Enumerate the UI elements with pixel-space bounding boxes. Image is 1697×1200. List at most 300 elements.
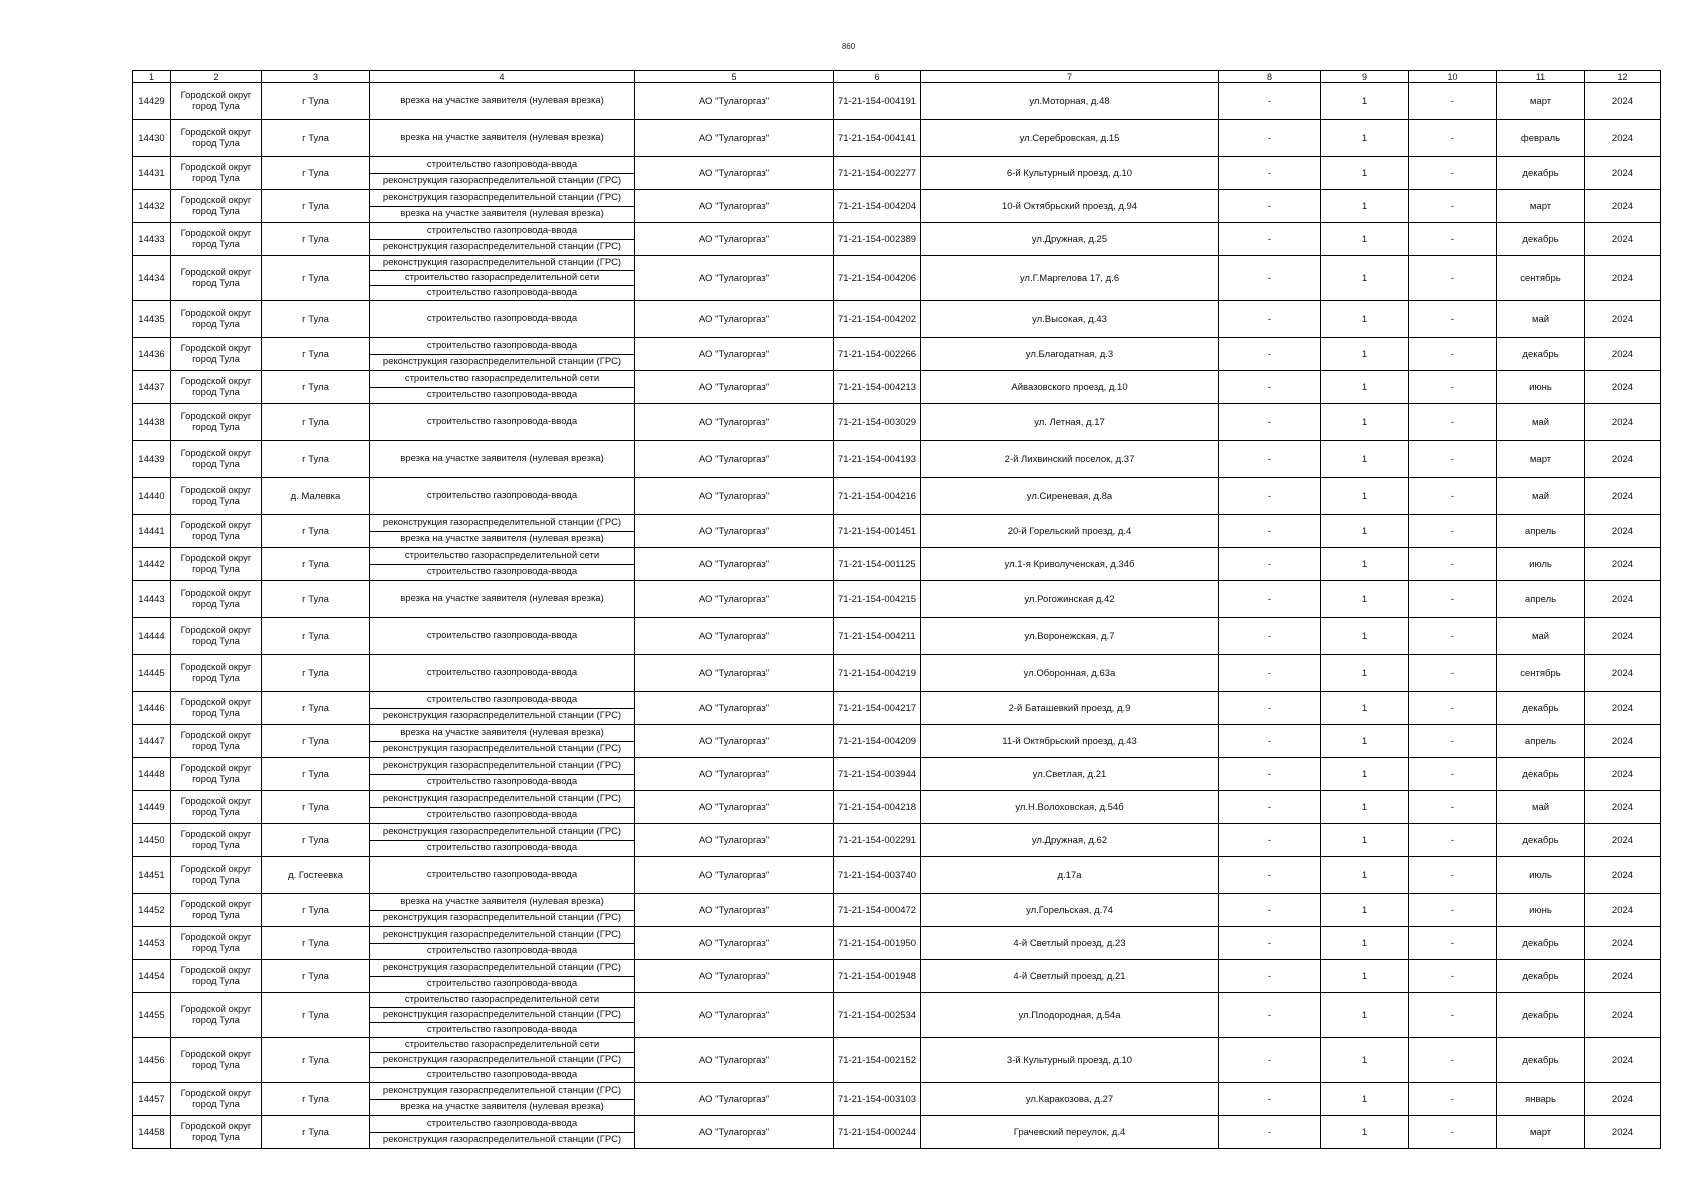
year-cell: 2024 bbox=[1585, 824, 1661, 857]
column-8-cell: - bbox=[1219, 692, 1321, 725]
column-10-cell: - bbox=[1409, 692, 1497, 725]
column-10-cell: - bbox=[1409, 120, 1497, 157]
works-cell bbox=[370, 404, 635, 441]
address-cell: д.17а bbox=[921, 857, 1219, 894]
address-cell: ул.Горельская, д.74 bbox=[921, 894, 1219, 927]
column-10-cell: - bbox=[1409, 655, 1497, 692]
object-code-cell: 71-21-154-003740 bbox=[834, 857, 921, 894]
work-type-line: реконструкция газораспределительной станции (ГРС) bbox=[370, 741, 634, 758]
municipality-cell bbox=[171, 581, 262, 618]
address-cell: Айвазовского проезд, д.10 bbox=[921, 371, 1219, 404]
work-type-line: врезка на участке заявителя (нулевая врезка) bbox=[400, 132, 604, 143]
column-10-cell: - bbox=[1409, 157, 1497, 190]
year-cell: 2024 bbox=[1585, 1083, 1661, 1116]
month-cell: май bbox=[1497, 404, 1585, 441]
municipality-cell bbox=[171, 83, 262, 120]
municipality-text: Городской округ город Тула bbox=[180, 228, 252, 250]
object-number-cell: 14453 bbox=[133, 927, 171, 960]
work-type-line: врезка на участке заявителя (нулевая врезка) bbox=[400, 895, 604, 907]
object-number-cell: 14429 bbox=[133, 83, 171, 120]
organization-cell: АО "Тулагоргаз" bbox=[635, 371, 834, 404]
work-type-line: строительство газопровода-ввода bbox=[370, 840, 634, 857]
year-cell: 2024 bbox=[1585, 190, 1661, 223]
month-cell: декабрь bbox=[1497, 993, 1585, 1038]
works-list bbox=[370, 960, 634, 992]
column-8-cell: - bbox=[1219, 1083, 1321, 1116]
column-header: 2 bbox=[171, 71, 262, 83]
table-row bbox=[133, 83, 1661, 120]
works-cell bbox=[370, 190, 635, 223]
object-number-cell: 14455 bbox=[133, 993, 171, 1038]
municipality-text: Городской округ город Тула bbox=[180, 1049, 252, 1071]
table-row bbox=[133, 857, 1661, 894]
column-header: 4 bbox=[370, 71, 635, 83]
month-cell: апрель bbox=[1497, 515, 1585, 548]
year-cell: 2024 bbox=[1585, 120, 1661, 157]
column-header: 11 bbox=[1497, 71, 1585, 83]
column-8-cell: - bbox=[1219, 1038, 1321, 1083]
organization-cell: АО "Тулагоргаз" bbox=[635, 190, 834, 223]
municipality-cell bbox=[171, 190, 262, 223]
municipality-cell bbox=[171, 1116, 262, 1149]
object-number-cell: 14445 bbox=[133, 655, 171, 692]
locality-cell: д. Гостеевка bbox=[262, 857, 370, 894]
column-10-cell: - bbox=[1409, 1083, 1497, 1116]
organization-cell: АО "Тулагоргаз" bbox=[635, 441, 834, 478]
column-8-cell: - bbox=[1219, 515, 1321, 548]
month-cell: декабрь bbox=[1497, 824, 1585, 857]
month-cell: декабрь bbox=[1497, 157, 1585, 190]
object-number-cell: 14430 bbox=[133, 120, 171, 157]
object-code-cell: 71-21-154-003029 bbox=[834, 404, 921, 441]
year-cell: 2024 bbox=[1585, 441, 1661, 478]
address-cell: ул.Дружная, д.25 bbox=[921, 223, 1219, 256]
locality-cell: г Тула bbox=[262, 725, 370, 758]
municipality-text: Городской округ город Тула bbox=[180, 448, 252, 470]
municipality-cell bbox=[171, 758, 262, 791]
work-type-line: строительство газопровода-ввода bbox=[370, 943, 634, 960]
column-8-cell: - bbox=[1219, 120, 1321, 157]
object-code-cell: 71-21-154-004215 bbox=[834, 581, 921, 618]
organization-cell: АО "Тулагоргаз" bbox=[635, 824, 834, 857]
municipality-text: Городской округ город Тула bbox=[180, 127, 252, 149]
column-8-cell: - bbox=[1219, 960, 1321, 993]
municipality-cell bbox=[171, 157, 262, 190]
month-cell: апрель bbox=[1497, 725, 1585, 758]
table-row bbox=[133, 256, 1661, 301]
object-code-cell: 71-21-154-002266 bbox=[834, 338, 921, 371]
work-type-line: строительство газопровода-ввода bbox=[426, 693, 578, 705]
column-8-cell: - bbox=[1219, 548, 1321, 581]
works-list bbox=[370, 83, 634, 119]
locality-cell: д. Малевка bbox=[262, 478, 370, 515]
column-9-cell: 1 bbox=[1321, 1083, 1409, 1116]
locality-cell: г Тула bbox=[262, 548, 370, 581]
column-10-cell: - bbox=[1409, 338, 1497, 371]
column-8-cell: - bbox=[1219, 83, 1321, 120]
column-10-cell: - bbox=[1409, 960, 1497, 993]
year-cell: 2024 bbox=[1585, 157, 1661, 190]
address-cell: ул.Г.Маргелова 17, д.6 bbox=[921, 256, 1219, 301]
work-type-line: реконструкция газораспределительной станции (ГРС) bbox=[382, 191, 622, 203]
column-10-cell: - bbox=[1409, 758, 1497, 791]
month-cell: апрель bbox=[1497, 581, 1585, 618]
month-cell: декабрь bbox=[1497, 692, 1585, 725]
organization-cell: АО "Тулагоргаз" bbox=[635, 404, 834, 441]
locality-cell: г Тула bbox=[262, 655, 370, 692]
object-code-cell: 71-21-154-003103 bbox=[834, 1083, 921, 1116]
work-type-line: строительство газопровода-ввода bbox=[426, 224, 578, 236]
works-cell bbox=[370, 927, 635, 960]
object-number-cell: 14436 bbox=[133, 338, 171, 371]
column-10-cell: - bbox=[1409, 894, 1497, 927]
column-8-cell: - bbox=[1219, 758, 1321, 791]
month-cell: декабрь bbox=[1497, 960, 1585, 993]
locality-cell: г Тула bbox=[262, 190, 370, 223]
works-cell bbox=[370, 993, 635, 1038]
works-cell bbox=[370, 83, 635, 120]
object-number-cell: 14446 bbox=[133, 692, 171, 725]
works-cell bbox=[370, 758, 635, 791]
municipality-cell bbox=[171, 791, 262, 824]
month-cell: март bbox=[1497, 1116, 1585, 1149]
work-type-line: врезка на участке заявителя (нулевая врезка) bbox=[400, 593, 604, 604]
municipality-text: Городской округ город Тула bbox=[180, 520, 252, 542]
municipality-cell bbox=[171, 478, 262, 515]
municipality-text: Городской округ город Тула bbox=[180, 1004, 252, 1026]
works-list bbox=[370, 1116, 634, 1148]
address-cell: 3-й Культурный проезд, д.10 bbox=[921, 1038, 1219, 1083]
work-type-line: врезка на участке заявителя (нулевая врезка) bbox=[370, 1099, 634, 1116]
table-row bbox=[133, 993, 1661, 1038]
table-row bbox=[133, 927, 1661, 960]
object-code-cell: 71-21-154-004211 bbox=[834, 618, 921, 655]
work-type-line: строительство газопровода-ввода bbox=[370, 807, 634, 824]
year-cell: 2024 bbox=[1585, 725, 1661, 758]
work-type-line: строительство газопровода-ввода bbox=[370, 564, 634, 581]
organization-cell: АО "Тулагоргаз" bbox=[635, 960, 834, 993]
municipality-cell bbox=[171, 223, 262, 256]
object-number-cell: 14441 bbox=[133, 515, 171, 548]
municipality-cell bbox=[171, 993, 262, 1038]
works-list bbox=[370, 1083, 634, 1115]
month-cell: сентябрь bbox=[1497, 256, 1585, 301]
municipality-cell bbox=[171, 1038, 262, 1083]
works-cell bbox=[370, 120, 635, 157]
month-cell: декабрь bbox=[1497, 338, 1585, 371]
column-8-cell: - bbox=[1219, 927, 1321, 960]
works-list bbox=[370, 301, 634, 337]
year-cell: 2024 bbox=[1585, 256, 1661, 301]
works-cell bbox=[370, 655, 635, 692]
work-type-line: строительство газопровода-ввода bbox=[426, 416, 578, 427]
locality-cell: г Тула bbox=[262, 441, 370, 478]
column-10-cell: - bbox=[1409, 301, 1497, 338]
year-cell: 2024 bbox=[1585, 581, 1661, 618]
object-number-cell: 14435 bbox=[133, 301, 171, 338]
year-cell: 2024 bbox=[1585, 791, 1661, 824]
column-9-cell: 1 bbox=[1321, 301, 1409, 338]
year-cell: 2024 bbox=[1585, 83, 1661, 120]
table-row bbox=[133, 960, 1661, 993]
object-number-cell: 14438 bbox=[133, 404, 171, 441]
object-code-cell: 71-21-154-004219 bbox=[834, 655, 921, 692]
table-row bbox=[133, 791, 1661, 824]
work-type-line: реконструкция газораспределительной станции (ГРС) bbox=[370, 1132, 634, 1149]
address-cell: ул.Моторная, д.48 bbox=[921, 83, 1219, 120]
object-code-cell: 71-21-154-002277 bbox=[834, 157, 921, 190]
locality-cell: г Тула bbox=[262, 120, 370, 157]
year-cell: 2024 bbox=[1585, 894, 1661, 927]
municipality-text: Городской округ город Тула bbox=[180, 308, 252, 330]
column-9-cell: 1 bbox=[1321, 791, 1409, 824]
locality-cell: г Тула bbox=[262, 1083, 370, 1116]
object-number-cell: 14447 bbox=[133, 725, 171, 758]
works-cell bbox=[370, 371, 635, 404]
municipality-cell bbox=[171, 256, 262, 301]
object-code-cell: 71-21-154-001451 bbox=[834, 515, 921, 548]
object-number-cell: 14451 bbox=[133, 857, 171, 894]
works-list bbox=[370, 478, 634, 514]
column-10-cell: - bbox=[1409, 83, 1497, 120]
column-9-cell: 1 bbox=[1321, 223, 1409, 256]
column-9-cell: 1 bbox=[1321, 894, 1409, 927]
column-8-cell: - bbox=[1219, 404, 1321, 441]
organization-cell: АО "Тулагоргаз" bbox=[635, 338, 834, 371]
year-cell: 2024 bbox=[1585, 618, 1661, 655]
object-code-cell: 71-21-154-003944 bbox=[834, 758, 921, 791]
column-8-cell: - bbox=[1219, 824, 1321, 857]
object-code-cell: 71-21-154-004216 bbox=[834, 478, 921, 515]
year-cell: 2024 bbox=[1585, 404, 1661, 441]
year-cell: 2024 bbox=[1585, 548, 1661, 581]
table-row bbox=[133, 120, 1661, 157]
object-number-cell: 14439 bbox=[133, 441, 171, 478]
month-cell: март bbox=[1497, 190, 1585, 223]
column-10-cell: - bbox=[1409, 515, 1497, 548]
address-cell: 6-й Культурный проезд, д.10 bbox=[921, 157, 1219, 190]
column-8-cell: - bbox=[1219, 478, 1321, 515]
work-type-line: строительство газораспределительной сети bbox=[404, 1039, 600, 1050]
address-cell: ул.Благодатная, д.3 bbox=[921, 338, 1219, 371]
table-row bbox=[133, 515, 1661, 548]
organization-cell: АО "Тулагоргаз" bbox=[635, 692, 834, 725]
locality-cell: г Тула bbox=[262, 692, 370, 725]
work-type-line: реконструкция газораспределительной станции (ГРС) bbox=[370, 708, 634, 725]
works-cell bbox=[370, 960, 635, 993]
year-cell: 2024 bbox=[1585, 960, 1661, 993]
locality-cell: г Тула bbox=[262, 256, 370, 301]
locality-cell: г Тула bbox=[262, 581, 370, 618]
column-8-cell: - bbox=[1219, 725, 1321, 758]
address-cell: ул.Н.Волоховская, д.54б bbox=[921, 791, 1219, 824]
object-code-cell: 71-21-154-001125 bbox=[834, 548, 921, 581]
column-10-cell: - bbox=[1409, 857, 1497, 894]
month-cell: декабрь bbox=[1497, 927, 1585, 960]
municipality-text: Городской округ город Тула bbox=[180, 697, 252, 719]
column-8-cell: - bbox=[1219, 581, 1321, 618]
organization-cell: АО "Тулагоргаз" bbox=[635, 515, 834, 548]
works-cell bbox=[370, 581, 635, 618]
year-cell: 2024 bbox=[1585, 338, 1661, 371]
column-8-cell: - bbox=[1219, 894, 1321, 927]
table-row bbox=[133, 1038, 1661, 1083]
table-row bbox=[133, 190, 1661, 223]
month-cell: декабрь bbox=[1497, 758, 1585, 791]
municipality-cell bbox=[171, 515, 262, 548]
works-cell bbox=[370, 1038, 635, 1083]
object-code-cell: 71-21-154-004218 bbox=[834, 791, 921, 824]
work-type-line: врезка на участке заявителя (нулевая врезка) bbox=[370, 206, 634, 223]
locality-cell: г Тула bbox=[262, 515, 370, 548]
organization-cell: АО "Тулагоргаз" bbox=[635, 478, 834, 515]
column-8-cell: - bbox=[1219, 157, 1321, 190]
works-list bbox=[370, 894, 634, 926]
work-type-line: врезка на участке заявителя (нулевая врезка) bbox=[400, 726, 604, 738]
municipality-cell bbox=[171, 824, 262, 857]
works-cell bbox=[370, 478, 635, 515]
municipality-text: Городской округ город Тула bbox=[180, 1088, 252, 1110]
column-9-cell: 1 bbox=[1321, 581, 1409, 618]
object-code-cell: 71-21-154-004217 bbox=[834, 692, 921, 725]
year-cell: 2024 bbox=[1585, 993, 1661, 1038]
locality-cell: г Тула bbox=[262, 223, 370, 256]
municipality-text: Городской округ город Тула bbox=[180, 90, 252, 112]
works-list bbox=[370, 515, 634, 547]
organization-cell: АО "Тулагоргаз" bbox=[635, 301, 834, 338]
column-10-cell: - bbox=[1409, 256, 1497, 301]
table-row bbox=[133, 581, 1661, 618]
municipality-cell bbox=[171, 338, 262, 371]
address-cell: ул.Серебровская, д.15 bbox=[921, 120, 1219, 157]
object-number-cell: 14457 bbox=[133, 1083, 171, 1116]
column-8-cell: - bbox=[1219, 441, 1321, 478]
locality-cell: г Тула bbox=[262, 157, 370, 190]
works-cell bbox=[370, 1083, 635, 1116]
year-cell: 2024 bbox=[1585, 223, 1661, 256]
column-number-header-row bbox=[133, 71, 1661, 83]
column-9-cell: 1 bbox=[1321, 338, 1409, 371]
address-cell: 2-й Лихвинский поселок, д.37 bbox=[921, 441, 1219, 478]
column-9-cell: 1 bbox=[1321, 1038, 1409, 1083]
municipality-cell bbox=[171, 404, 262, 441]
column-10-cell: - bbox=[1409, 371, 1497, 404]
address-cell: 20-й Горельский проезд, д.4 bbox=[921, 515, 1219, 548]
address-cell: ул.Плодородная, д.54а bbox=[921, 993, 1219, 1038]
work-type-line: строительство газораспределительной сети bbox=[370, 270, 634, 285]
work-type-line: строительство газопровода-ввода bbox=[370, 774, 634, 791]
column-header: 6 bbox=[834, 71, 921, 83]
year-cell: 2024 bbox=[1585, 927, 1661, 960]
works-list bbox=[370, 256, 634, 300]
municipality-cell bbox=[171, 655, 262, 692]
column-9-cell: 1 bbox=[1321, 824, 1409, 857]
column-8-cell: - bbox=[1219, 618, 1321, 655]
locality-cell: г Тула bbox=[262, 618, 370, 655]
work-type-line: врезка на участке заявителя (нулевая врезка) bbox=[370, 531, 634, 548]
municipality-text: Городской округ город Тула bbox=[180, 411, 252, 433]
work-type-line: строительство газопровода-ввода bbox=[426, 667, 578, 678]
work-type-line: строительство газопровода-ввода bbox=[370, 387, 634, 404]
object-code-cell: 71-21-154-004213 bbox=[834, 371, 921, 404]
works-cell bbox=[370, 824, 635, 857]
table-row bbox=[133, 1116, 1661, 1149]
table-row bbox=[133, 618, 1661, 655]
column-9-cell: 1 bbox=[1321, 993, 1409, 1038]
table-row bbox=[133, 894, 1661, 927]
work-type-line: строительство газопровода-ввода bbox=[426, 490, 578, 501]
work-type-line: строительство газопровода-ввода bbox=[370, 285, 634, 300]
column-10-cell: - bbox=[1409, 404, 1497, 441]
object-number-cell: 14454 bbox=[133, 960, 171, 993]
year-cell: 2024 bbox=[1585, 478, 1661, 515]
table-row bbox=[133, 441, 1661, 478]
municipality-cell bbox=[171, 618, 262, 655]
year-cell: 2024 bbox=[1585, 758, 1661, 791]
column-9-cell: 1 bbox=[1321, 960, 1409, 993]
address-cell: 10-й Октябрьский проезд, д.94 bbox=[921, 190, 1219, 223]
column-10-cell: - bbox=[1409, 824, 1497, 857]
year-cell: 2024 bbox=[1585, 1038, 1661, 1083]
column-10-cell: - bbox=[1409, 1038, 1497, 1083]
works-list bbox=[370, 371, 634, 403]
work-type-line: строительство газопровода-ввода bbox=[426, 158, 578, 170]
table-row bbox=[133, 301, 1661, 338]
gasification-register-table bbox=[132, 70, 1661, 1149]
address-cell: Грачевский переулок, д.4 bbox=[921, 1116, 1219, 1149]
column-10-cell: - bbox=[1409, 725, 1497, 758]
column-8-cell: - bbox=[1219, 301, 1321, 338]
object-number-cell: 14444 bbox=[133, 618, 171, 655]
municipality-text: Городской округ город Тула bbox=[180, 195, 252, 217]
municipality-text: Городской округ город Тула bbox=[180, 864, 252, 886]
object-code-cell: 71-21-154-004141 bbox=[834, 120, 921, 157]
object-code-cell: 71-21-154-004204 bbox=[834, 190, 921, 223]
works-list bbox=[370, 338, 634, 370]
work-type-line: реконструкция газораспределительной станции (ГРС) bbox=[382, 516, 622, 528]
address-cell: 11-й Октябрьский проезд, д.43 bbox=[921, 725, 1219, 758]
month-cell: февраль bbox=[1497, 120, 1585, 157]
column-9-cell: 1 bbox=[1321, 478, 1409, 515]
object-number-cell: 14440 bbox=[133, 478, 171, 515]
works-list bbox=[370, 791, 634, 823]
address-cell: 4-й Светлый проезд, д.21 bbox=[921, 960, 1219, 993]
object-number-cell: 14434 bbox=[133, 256, 171, 301]
column-10-cell: - bbox=[1409, 791, 1497, 824]
works-list bbox=[370, 692, 634, 724]
column-10-cell: - bbox=[1409, 478, 1497, 515]
object-number-cell: 14443 bbox=[133, 581, 171, 618]
organization-cell: АО "Тулагоргаз" bbox=[635, 655, 834, 692]
column-8-cell: - bbox=[1219, 993, 1321, 1038]
works-list bbox=[370, 404, 634, 440]
column-9-cell: 1 bbox=[1321, 725, 1409, 758]
works-cell bbox=[370, 301, 635, 338]
municipality-text: Городской округ город Тула bbox=[180, 763, 252, 785]
address-cell: ул.Воронежская, д.7 bbox=[921, 618, 1219, 655]
works-list bbox=[370, 655, 634, 691]
work-type-line: строительство газопровода-ввода bbox=[426, 339, 578, 351]
organization-cell: АО "Тулагоргаз" bbox=[635, 1038, 834, 1083]
column-9-cell: 1 bbox=[1321, 515, 1409, 548]
organization-cell: АО "Тулагоргаз" bbox=[635, 1083, 834, 1116]
month-cell: декабрь bbox=[1497, 223, 1585, 256]
municipality-text: Городской округ город Тула bbox=[180, 267, 252, 289]
object-code-cell: 71-21-154-004191 bbox=[834, 83, 921, 120]
locality-cell: г Тула bbox=[262, 824, 370, 857]
work-type-line: врезка на участке заявителя (нулевая врезка) bbox=[400, 453, 604, 464]
month-cell: март bbox=[1497, 83, 1585, 120]
